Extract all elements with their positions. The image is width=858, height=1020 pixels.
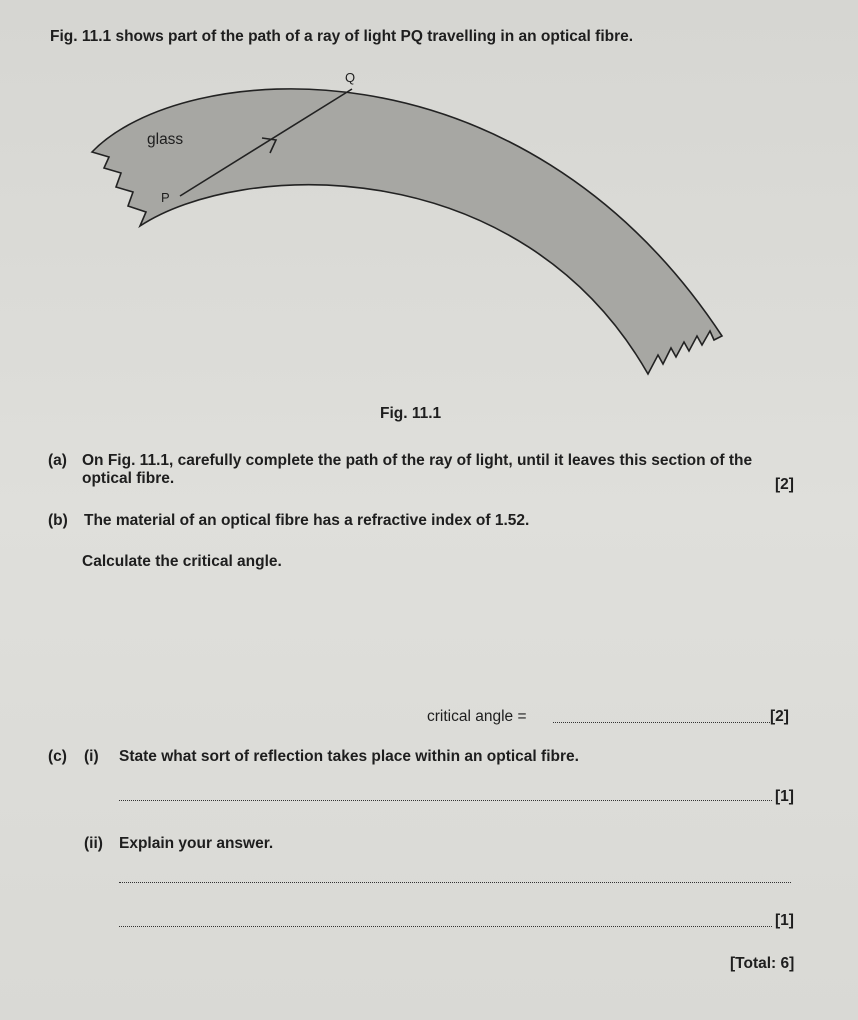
- part-c-ii-answer-line-1[interactable]: [119, 882, 791, 883]
- part-c-ii-label: (ii): [84, 835, 103, 852]
- critical-angle-label: critical angle =: [427, 708, 527, 725]
- part-a-text-2: optical fibre.: [82, 470, 175, 487]
- figure-caption: Fig. 11.1: [380, 405, 442, 422]
- part-c-i-label: (i): [84, 748, 99, 765]
- part-a-label: (a): [48, 452, 67, 469]
- part-c-ii-answer-line-2[interactable]: [119, 926, 772, 927]
- part-c-i-text: State what sort of reflection takes place within an optical fibre.: [119, 748, 579, 765]
- optical-fibre-diagram: [0, 0, 858, 420]
- label-p: P: [161, 190, 170, 205]
- part-c-i-marks: [1]: [775, 788, 794, 805]
- fibre-glass: [92, 89, 722, 374]
- part-c-ii-marks: [1]: [775, 912, 794, 929]
- part-b-instruction: Calculate the critical angle.: [82, 553, 282, 570]
- label-glass: glass: [147, 131, 184, 148]
- part-b-marks: [2]: [770, 708, 789, 725]
- part-b-label: (b): [48, 512, 68, 529]
- part-c-i-answer-line[interactable]: [119, 800, 772, 801]
- part-c-label: (c): [48, 748, 67, 765]
- critical-angle-answer-line[interactable]: [553, 722, 770, 723]
- intro-text: Fig. 11.1 shows part of the path of a ray of light PQ travelling in an optical fibre.: [50, 28, 634, 45]
- part-a-marks: [2]: [775, 476, 794, 493]
- label-q: Q: [345, 70, 356, 85]
- part-a-text: On Fig. 11.1, carefully complete the path of the ray of light, until it leaves this section of the: [82, 452, 753, 469]
- part-b-text: The material of an optical fibre has a refractive index of 1.52.: [84, 512, 530, 529]
- part-c-ii-text: Explain your answer.: [119, 835, 274, 852]
- total-marks: [Total: 6]: [730, 955, 795, 972]
